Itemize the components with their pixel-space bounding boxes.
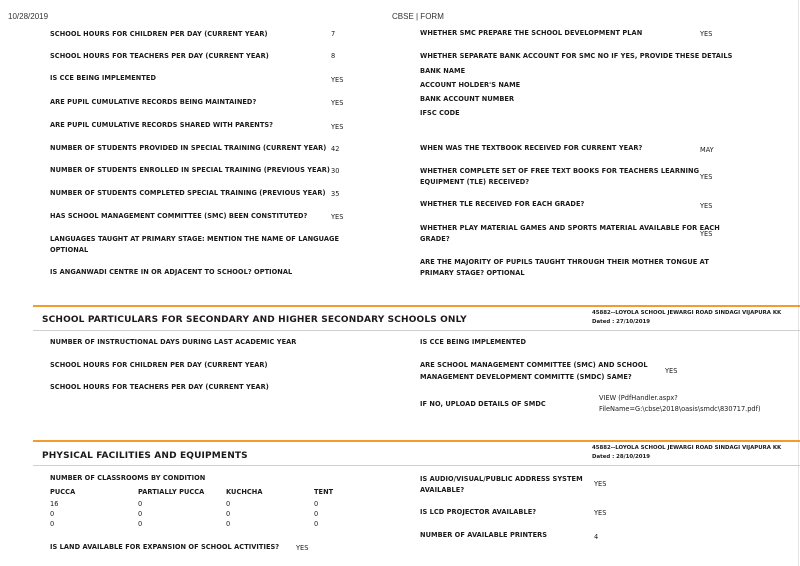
secondary-hours-children-label: SCHOOL HOURS FOR CHILDREN PER DAY (CURRENT YEAR) [50, 361, 268, 369]
secondary-hours-teachers-label: SCHOOL HOURS FOR TEACHERS PER DAY (CURRENT YEAR) [50, 383, 269, 391]
section-divider-physical [33, 440, 800, 442]
table-cell: 0 [314, 500, 319, 508]
bank-account-label: WHETHER SEPARATE BANK ACCOUNT FOR SMC NO IF YES, PROVIDE THESE DETAILS [420, 52, 733, 60]
special-training-current-label: NUMBER OF STUDENTS PROVIDED IN SPECIAL TRAINING (CURRENT YEAR) [50, 144, 327, 152]
land-expansion-value: YES [296, 544, 309, 552]
smdc-upload-link-path[interactable]: FileName=G:\cbse\2018\oasis\smdc\830717.pdf) [599, 405, 761, 413]
tle-set-value: YES [700, 173, 713, 181]
lcd-projector-label: IS LCD PROJECTOR AVAILABLE? [420, 508, 537, 516]
secondary-section-title: SCHOOL PARTICULARS FOR SECONDARY AND HIGHER SECONDARY SCHOOLS ONLY [42, 315, 467, 325]
languages-label-optional: OPTIONAL [50, 246, 89, 254]
textbook-received-value: MAY [700, 146, 714, 154]
table-cell: 0 [226, 510, 231, 518]
table-cell: 0 [138, 520, 143, 528]
languages-label: LANGUAGES TAUGHT AT PRIMARY STAGE: MENTION THE NAME OF LANGUAGE [50, 235, 340, 243]
physical-title-underline [33, 465, 800, 466]
records-maintained-value: YES [331, 99, 344, 107]
column-header-tent: TENT [314, 488, 334, 496]
smc-plan-value: YES [700, 30, 713, 38]
land-expansion-label: IS LAND AVAILABLE FOR EXPANSION OF SCHOOL ACTIVITIES? [50, 543, 280, 551]
smdc-upload-link[interactable]: VIEW (PdfHandler.aspx? [599, 394, 678, 402]
tle-set-label: WHETHER COMPLETE SET OF FREE TEXT BOOKS FOR TEACHERS LEARNING [420, 167, 700, 175]
tle-grade-label: WHETHER TLE RECEIVED FOR EACH GRADE? [420, 200, 585, 208]
records-maintained-label: ARE PUPIL CUMULATIVE RECORDS BEING MAINTAINED? [50, 98, 257, 106]
hours-children-label: SCHOOL HOURS FOR CHILDREN PER DAY (CURRENT YEAR) [50, 30, 268, 38]
table-cell: 0 [50, 520, 55, 528]
table-cell: 16 [50, 500, 59, 508]
lcd-projector-value: YES [594, 509, 607, 517]
column-header-kuchcha: KUCHCHA [226, 488, 263, 496]
table-cell: 0 [314, 510, 319, 518]
instructional-days-label: NUMBER OF INSTRUCTIONAL DAYS DURING LAST ACADEMIC YEAR [50, 338, 297, 346]
printers-label: NUMBER OF AVAILABLE PRINTERS [420, 531, 548, 539]
special-training-completed-label: NUMBER OF STUDENTS COMPLETED SPECIAL TRAINING (PREVIOUS YEAR) [50, 189, 326, 197]
secondary-title-underline [33, 330, 800, 331]
table-cell: 0 [50, 510, 55, 518]
play-material-value: YES [700, 230, 713, 238]
column-header-partially-pucca: PARTIALLY PUCCA [138, 488, 205, 496]
play-material-label-2: GRADE? [420, 235, 450, 243]
mother-tongue-label: ARE THE MAJORITY OF PUPILS TAUGHT THROUGH THEIR MOTHER TONGUE AT [420, 258, 709, 266]
anganwadi-label: IS ANGANWADI CENTRE IN OR ADJACENT TO SCHOOL? OPTIONAL [50, 268, 293, 276]
print-date: 10/28/2019 [8, 12, 49, 21]
av-system-label: IS AUDIO/VISUAL/PUBLIC ADDRESS SYSTEM [420, 475, 583, 483]
smc-smdc-label-2: MANAGEMENT DEVELOPMENT COMMITTE (SMDC) SAME? [420, 373, 632, 381]
textbook-received-label: WHEN WAS THE TEXTBOOK RECEIVED FOR CURRENT YEAR? [420, 144, 643, 152]
physical-section-title: PHYSICAL FACILITIES AND EQUIPMENTS [42, 451, 248, 461]
print-title: CBSE | FORM [392, 12, 444, 21]
table-cell: 0 [138, 510, 143, 518]
account-holder-label: ACCOUNT HOLDER'S NAME [420, 81, 521, 89]
smc-smdc-value: YES [665, 367, 678, 375]
smdc-upload-label: IF NO, UPLOAD DETAILS OF SMDC [420, 400, 546, 408]
records-shared-label: ARE PUPIL CUMULATIVE RECORDS SHARED WITH PARENTS? [50, 121, 274, 129]
table-cell: 0 [226, 500, 231, 508]
printers-value: 4 [594, 533, 599, 541]
physical-school-meta: 45882--LOYOLA SCHOOL JEWARGI ROAD SINDAGI VIJAPURA KK [592, 445, 782, 451]
account-number-label: BANK ACCOUNT NUMBER [420, 95, 515, 103]
table-cell: 0 [314, 520, 319, 528]
hours-children-value: 7 [331, 30, 336, 38]
play-material-label: WHETHER PLAY MATERIAL GAMES AND SPORTS MATERIAL AVAILABLE FOR EACH [420, 224, 720, 232]
special-training-enrolled-value: 30 [331, 167, 340, 175]
page-edge-divider [798, 0, 799, 566]
smc-smdc-label: ARE SCHOOL MANAGEMENT COMMITTEE (SMC) AND SCHOOL [420, 361, 648, 369]
smc-constituted-label: HAS SCHOOL MANAGEMENT COMMITTEE (SMC) BEEN CONSTITUTED? [50, 212, 308, 220]
physical-dated: Dated : 28/10/2019 [592, 454, 651, 460]
tle-grade-value: YES [700, 202, 713, 210]
smc-plan-label: WHETHER SMC PREPARE THE SCHOOL DEVELOPMENT PLAN [420, 29, 643, 37]
secondary-cce-label: IS CCE BEING IMPLEMENTED [420, 338, 526, 346]
secondary-dated: Dated : 27/10/2019 [592, 319, 651, 325]
table-cell: 0 [138, 500, 143, 508]
tle-set-label-2: EQUIPMENT (TLE) RECEIVED? [420, 178, 530, 186]
special-training-completed-value: 35 [331, 190, 340, 198]
cce-value: YES [331, 76, 344, 84]
mother-tongue-label-2: PRIMARY STAGE? OPTIONAL [420, 269, 525, 277]
records-shared-value: YES [331, 123, 344, 131]
section-divider-secondary [33, 305, 800, 307]
hours-teachers-label: SCHOOL HOURS FOR TEACHERS PER DAY (CURRENT YEAR) [50, 52, 269, 60]
table-cell: 0 [226, 520, 231, 528]
ifsc-code-label: IFSC CODE [420, 109, 460, 117]
column-header-pucca: PUCCA [50, 488, 76, 496]
hours-teachers-value: 8 [331, 52, 336, 60]
bank-name-label: BANK NAME [420, 67, 466, 75]
smc-constituted-value: YES [331, 213, 344, 221]
av-system-label-2: AVAILABLE? [420, 486, 465, 494]
cce-label: IS CCE BEING IMPLEMENTED [50, 74, 156, 82]
classrooms-condition-label: NUMBER OF CLASSROOMS BY CONDITION [50, 474, 206, 482]
special-training-current-value: 42 [331, 145, 340, 153]
special-training-enrolled-label: NUMBER OF STUDENTS ENROLLED IN SPECIAL TRAINING (PREVIOUS YEAR) [50, 166, 330, 174]
secondary-school-meta: 45882--LOYOLA SCHOOL JEWARGI ROAD SINDAGI VIJAPURA KK [592, 310, 782, 316]
av-system-value: YES [594, 480, 607, 488]
